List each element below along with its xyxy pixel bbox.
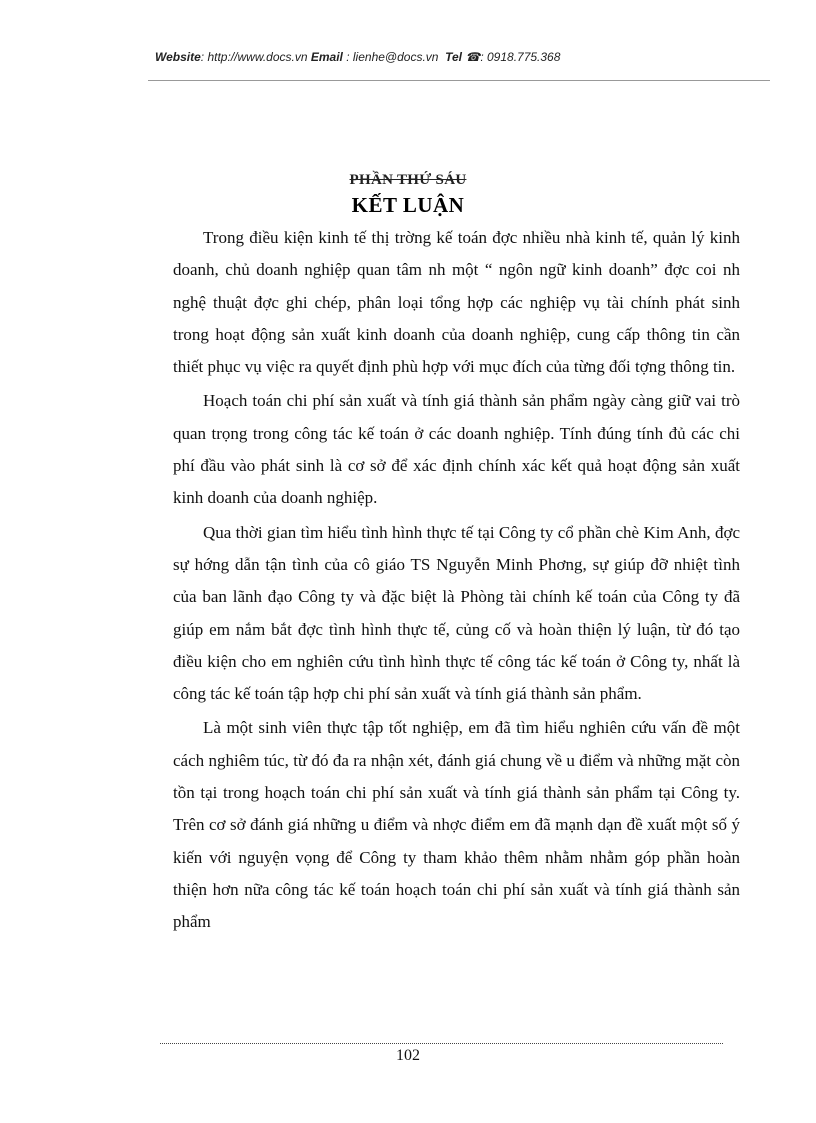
tel-label: Tel xyxy=(445,50,463,64)
part-heading: PHẦN THỨ SÁU xyxy=(349,172,467,188)
website-label: Website xyxy=(155,50,201,64)
email-value: : lienhe@docs.vn xyxy=(346,50,439,64)
tel-value: : 0918.775.368 xyxy=(480,50,561,64)
paragraph-1: Trong điều kiện kinh tế thị trờng kế toán đợc nhiều nhà kinh tế, quản lý kinh doanh, chủ doanh nghiệp quan tâm nh một “ ngôn ngữ kinh doanh” đợc coi nh nghệ thuật đợc ghi chép, phân loại tổng hợp các nghiệp vụ tài chính phát sinh trong hoạt động sản xuất kinh doanh của doanh nghiệp, cung cấp thông tin cần thiết phục vụ việc ra quyết định phù hợp với mục đích của từng đối tợng thông tin. xyxy=(173,228,740,377)
page-header xyxy=(155,50,560,64)
page-number: 102 xyxy=(396,1047,420,1064)
website-value: : http://www.docs.vn xyxy=(200,50,308,64)
email-label: Email xyxy=(310,50,343,64)
paragraph-2: Hoạch toán chi phí sản xuất và tính giá thành sản phẩm ngày càng giữ vai trò quan trọng trong công tác kế toán ở các doanh nghiệp. Tính đúng tính đủ các chi phí đầu vào phát sinh là cơ sở để xác định chính xác kết quả hoạt động sản xuất kinh doanh của doanh nghiệp. xyxy=(173,391,740,508)
footer-divider xyxy=(160,1043,723,1044)
page-title: KẾT LUẬN xyxy=(351,193,465,217)
header-divider xyxy=(148,80,770,81)
paragraph-4: Là một sinh viên thực tập tốt nghiệp, em đã tìm hiểu nghiên cứu vấn đề một cách nghiêm túc, từ đó đa ra nhận xét, đánh giá chung về u điểm và những mặt còn tồn tại trong hoạch toán chi phí sản xuất và tính giá thành sản phẩm tại Công ty. Trên cơ sở đánh giá những u điểm và nhợc điểm em đã mạnh dạn đề xuất một số ý kiến với nguyện vọng để Công ty tham khảo thêm nhằm nhằm góp phần hoàn thiện hơn nữa công tác kế toán hoạch toán chi phí sản xuất và tính giá thành sản phẩm xyxy=(173,718,740,932)
paragraph-3: Qua thời gian tìm hiểu tình hình thực tế tại Công ty cổ phần chè Kim Anh, đợc sự hớng dẫn tận tình của cô giáo TS Nguyễn Minh Phơng, sự giúp đỡ nhiệt tình của ban lãnh đạo Công ty và đặc biệt là Phòng tài chính kế toán của Công ty đã giúp em nắm bắt đợc tình hình thực tế, củng cố và hoàn thiện lý luận, từ đó tạo điều kiện cho em nghiên cứu tình hình thực tế công tác kế toán ở Công ty, nhất là công tác kế toán tập hợp chi phí sản xuất và tính giá thành sản phẩm. xyxy=(173,522,740,704)
phone-icon: ☎ xyxy=(465,50,481,64)
document-body xyxy=(173,222,740,941)
